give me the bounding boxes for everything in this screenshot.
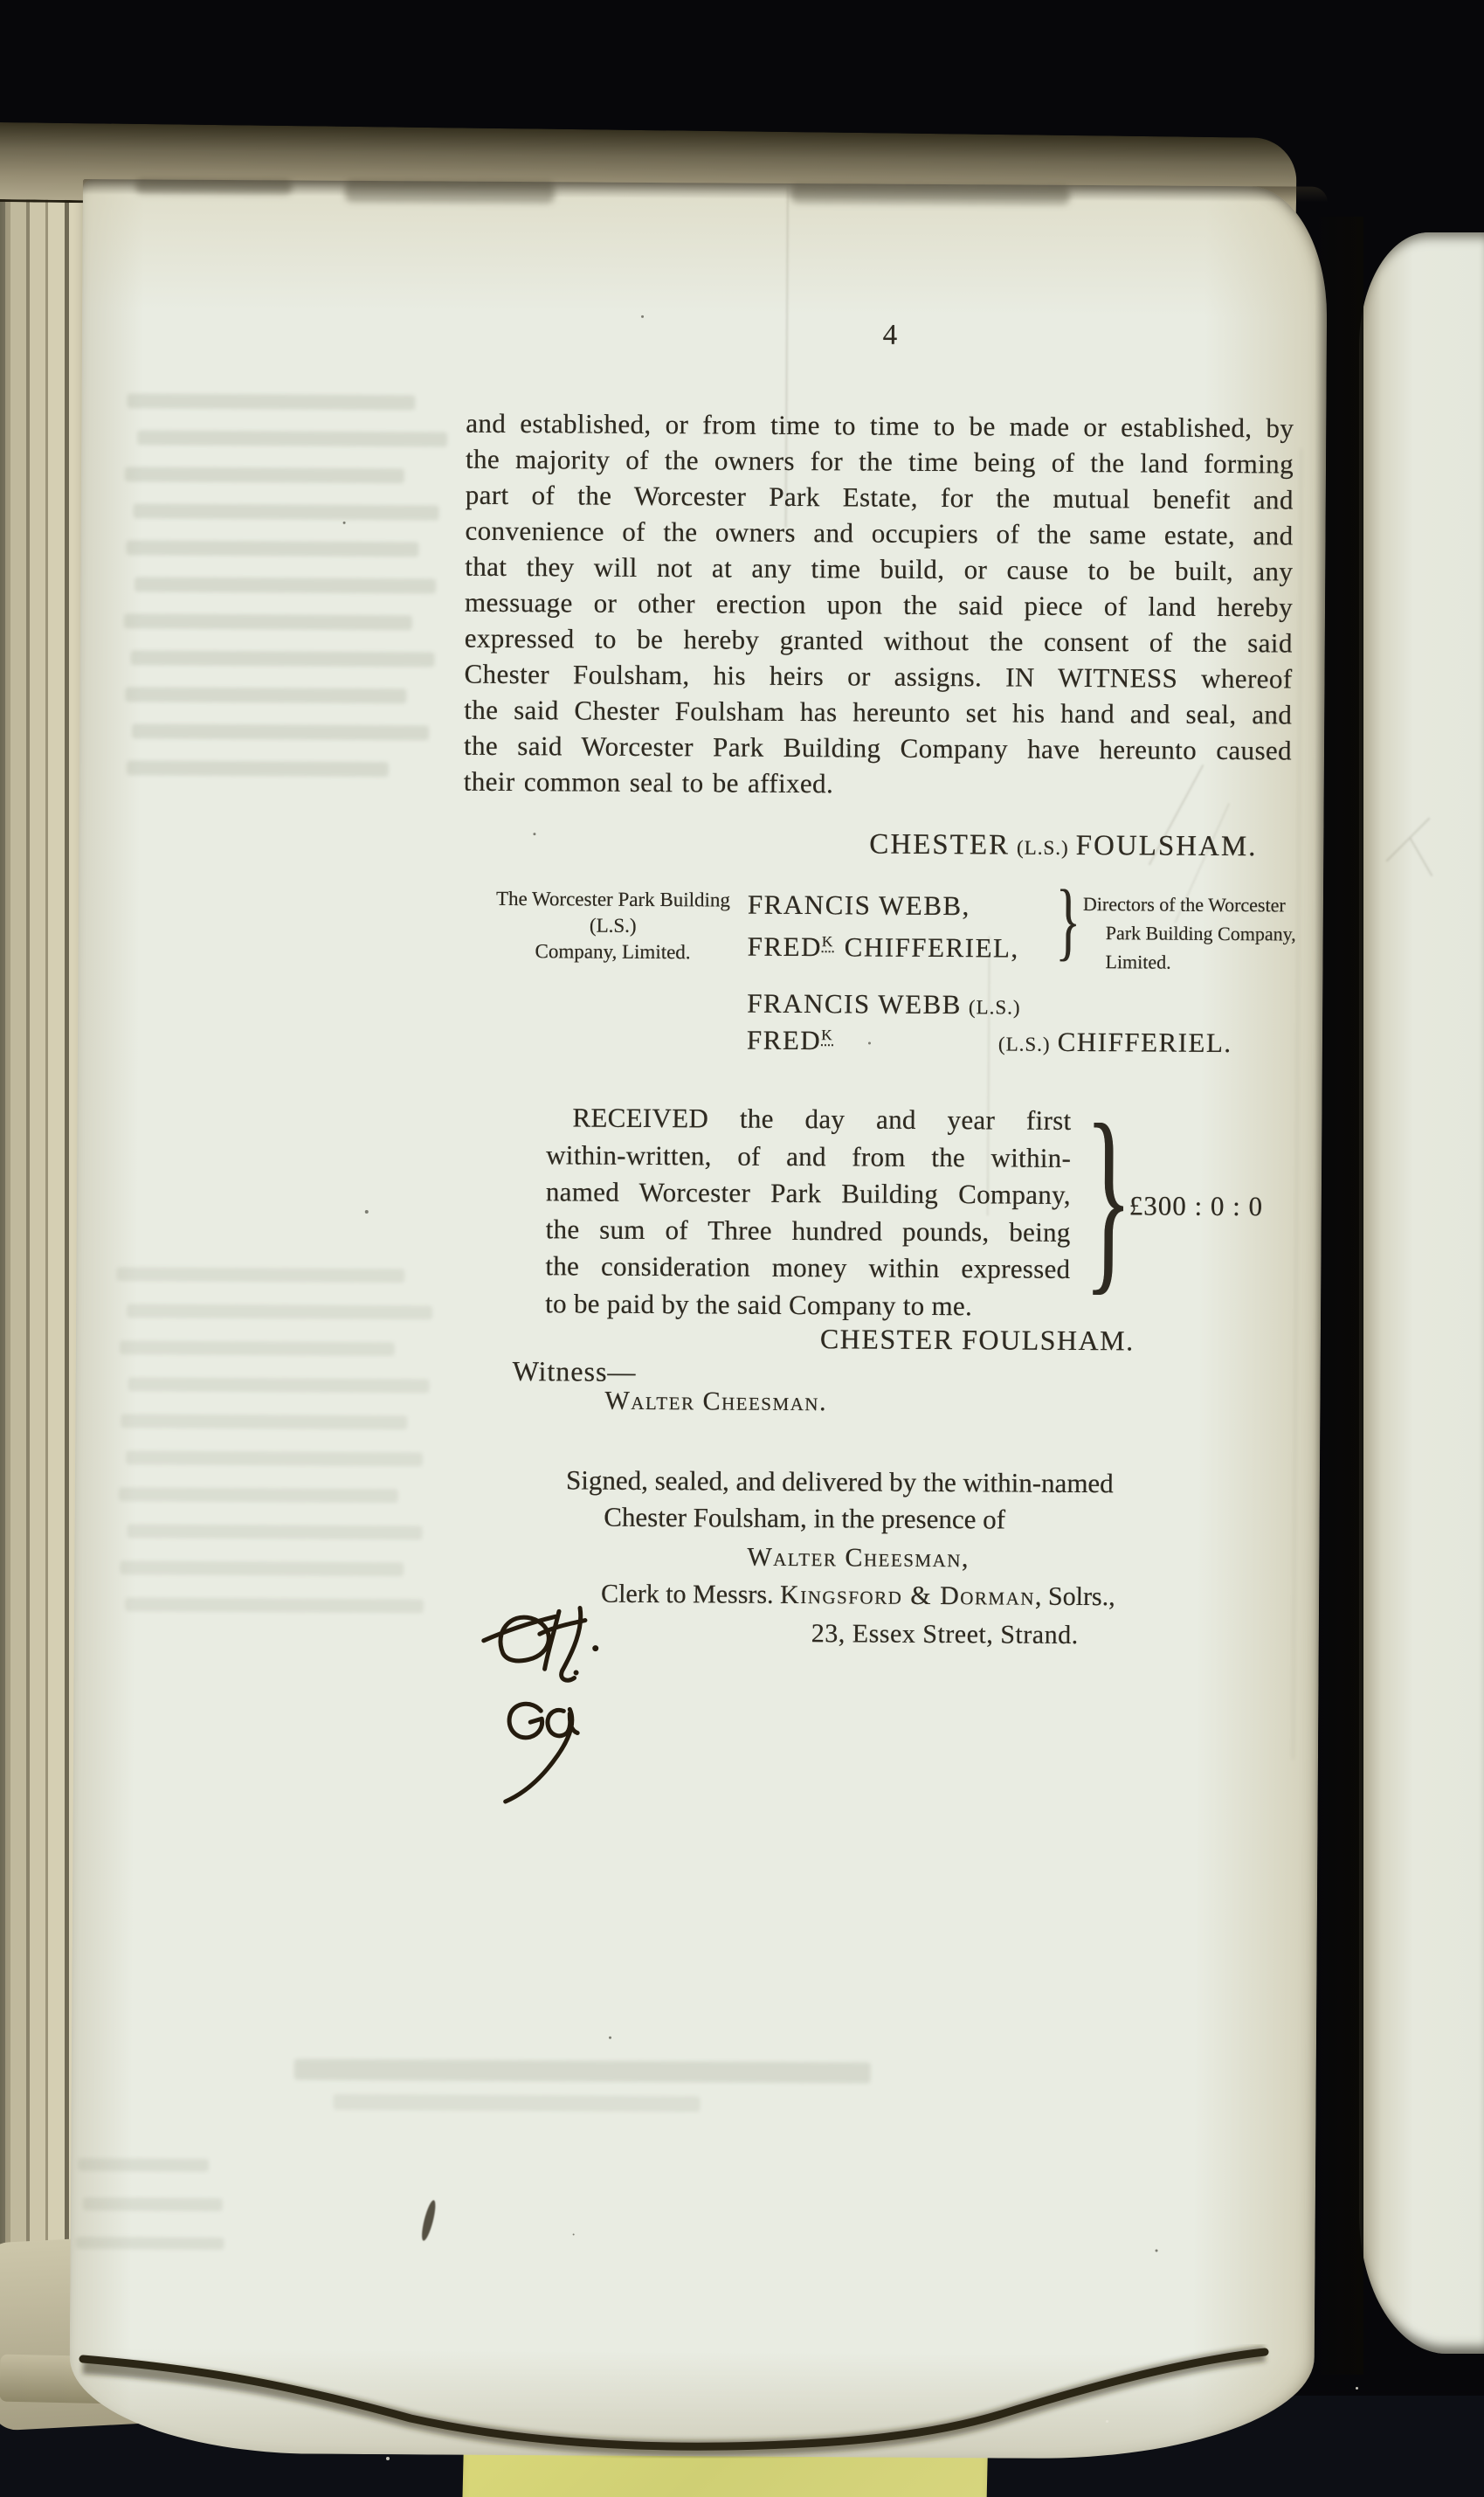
paper-speck [641, 315, 644, 318]
role-firm: Kingsford & Dorman [780, 1580, 1036, 1611]
receipt-line: named Worcester Park Building Company, [545, 1176, 1072, 1210]
showthrough-line [126, 540, 418, 557]
directors-note [1082, 889, 1328, 978]
signatory-name-2-rest: CHIFFERIEL, [844, 931, 1019, 964]
execution-company [473, 886, 754, 966]
gutter-shadow [1315, 217, 1363, 2375]
deed-paragraph-line: the majority of the owners for the time being of the land forming [465, 443, 1294, 480]
deed-paragraph-line: expressed to be hereby granted without the consent of the said [464, 622, 1293, 659]
seal-mark: (L.S.) [1016, 836, 1069, 859]
sealed-name-line [869, 829, 1257, 864]
deed-paragraph-line: and established, or from time to time to be made or established, by [466, 407, 1294, 444]
facing-page [1359, 232, 1484, 2354]
sealed-signature-2-name [991, 1026, 1232, 1059]
sealed-signature-2-surname: CHIFFERIEL. [1057, 1026, 1232, 1059]
directors-note-line: Limited. [1105, 951, 1171, 973]
ink-stroke [509, 1704, 542, 1738]
brace-glyph: } [1083, 1082, 1134, 1313]
directors-note-line: Directors of the Worcester [1082, 893, 1286, 916]
superscript-k: K [821, 1027, 833, 1046]
attestation-witness-name: Walter Cheesman, [747, 1542, 970, 1574]
brace-glyph: } [1055, 871, 1081, 969]
deed-paragraph-line: messuage or other erection upon the said piece of land hereby [464, 586, 1294, 623]
attestation-line-2: Chester Foulsham, in the presence of [604, 1501, 1006, 1535]
paper-speck [343, 522, 346, 524]
paper-crease [1292, 449, 1302, 1760]
edge-line [83, 2352, 1265, 2446]
ink-fleck [419, 2199, 438, 2242]
sealed-signature-1-name: FRANCIS WEBB [747, 987, 963, 1020]
attestation-witness-role [601, 1580, 1115, 1613]
showthrough-line [78, 2158, 209, 2172]
receipt-line: within-written, of and from the within- [546, 1138, 1072, 1173]
page-bottom-edge [0, 2307, 1328, 2481]
showthrough-line [76, 2237, 224, 2250]
showthrough-line [126, 1450, 423, 1466]
edge-shadow [83, 2354, 1265, 2448]
sealed-signature-2-fred: FRED [746, 1024, 822, 1056]
receipt-line: the consideration money within expressed [545, 1250, 1071, 1284]
stain [135, 179, 293, 194]
attestation-line-1: Signed, sealed, and delivered by the within-named [565, 1464, 1114, 1499]
dust-speck [1356, 2387, 1358, 2390]
paper-crease [1386, 818, 1431, 862]
showthrough-line [121, 1414, 407, 1429]
receipt-line: to be paid by the said Company to me. [545, 1287, 973, 1321]
showthrough-line [116, 1267, 404, 1283]
sealed-name-pre: CHESTER [869, 828, 1011, 861]
witness-name: Walter Cheesman. [604, 1386, 828, 1417]
ink-stroke [506, 1709, 572, 1802]
company-line: Company, Limited. [535, 940, 691, 964]
deed-paragraph-line: part of the Worcester Park Estate, for the mutual benefit and [465, 479, 1294, 515]
showthrough-line [125, 1597, 424, 1613]
receipt-amount: £300 : 0 : 0 [1129, 1190, 1264, 1222]
paper-speck [868, 1042, 871, 1045]
seal-mark: (L.S.) [968, 996, 1021, 1019]
paper-speck [533, 833, 535, 835]
paper-speck [573, 2233, 575, 2235]
showthrough-line [334, 2094, 701, 2113]
showthrough-line [131, 650, 435, 667]
showthrough-line [125, 687, 406, 703]
showthrough-line [127, 1304, 432, 1319]
showthrough-line [119, 1487, 398, 1503]
showthrough-line [120, 1560, 404, 1576]
paper-crease [1410, 838, 1433, 876]
showthrough-line [128, 1377, 430, 1393]
showthrough-line [125, 467, 404, 483]
stain [790, 185, 1070, 204]
showthrough-line [294, 2059, 871, 2084]
attestation-witness-address: 23, Essex Street, Strand. [811, 1619, 1079, 1650]
showthrough-line [135, 577, 436, 593]
receipt-line: RECEIVED the day and year first [572, 1102, 1072, 1136]
showthrough-line [120, 1340, 395, 1356]
paper-speck [609, 2037, 611, 2039]
seal-mark: (L.S.) [997, 1033, 1051, 1055]
signatory-name-1: FRANCIS WEBB, [747, 889, 970, 922]
showthrough-line [134, 503, 439, 520]
superscript-k: K [822, 933, 834, 952]
showthrough-line [132, 723, 429, 740]
paper-speck [1156, 2250, 1158, 2252]
deed-paragraph-line: the said Worcester Park Building Company have hereunto caused [463, 730, 1293, 766]
directors-note-line: Park Building Company, [1105, 922, 1296, 945]
ink-stroke [562, 1608, 581, 1680]
deed-paragraph-line: Chester Foulsham, his heirs or assigns. IN WITNESS whereof [464, 658, 1293, 695]
role-post: , Solrs., [1034, 1581, 1115, 1612]
signatory-name-2 [748, 931, 1019, 965]
company-seal-mark: (L.S.) [589, 914, 637, 937]
showthrough-line [127, 760, 389, 777]
page-number: 4 [882, 319, 898, 351]
ink-dot [574, 1670, 579, 1675]
receipt-line: the sum of Three hundred pounds, being [545, 1213, 1071, 1248]
deed-paragraph-line: the said Chester Foulsham has hereunto set his hand and seal, and [464, 694, 1293, 730]
role-pre: Clerk to Messrs. [601, 1579, 774, 1609]
dust-speck [386, 2457, 390, 2460]
company-line: The Worcester Park Building [495, 887, 731, 911]
witness-label: Witness— [512, 1355, 637, 1387]
showthrough-line [137, 430, 447, 446]
showthrough-line [127, 393, 415, 410]
deed-paragraph-line: their common seal to be affixed. [463, 765, 834, 799]
deed-paragraph-line: that they will not at any time build, or cause to be built, any [465, 550, 1294, 587]
receipt-signature: CHESTER FOULSHAM. [819, 1323, 1135, 1357]
showthrough-line [124, 613, 412, 630]
deed-paragraph [464, 405, 1294, 805]
sealed-signature-2-base [747, 1025, 833, 1057]
handwritten-initials [471, 1599, 638, 1823]
ink-dot [592, 1645, 598, 1651]
stain [345, 181, 555, 203]
deed-paragraph-line: convenience of the owners and occupiers of the same estate, and [465, 515, 1294, 551]
showthrough-line [127, 1524, 422, 1539]
dust-speck [1106, 2420, 1108, 2423]
showthrough-line [83, 2197, 223, 2211]
signatory-name-2-base: FRED [747, 930, 823, 963]
paper-speck [365, 1210, 369, 1214]
document-page [69, 179, 1328, 2460]
sealed-signature-1 [747, 988, 1028, 1021]
sealed-name-post: FOULSHAM. [1075, 829, 1258, 863]
receipt-clause [545, 1099, 1072, 1325]
